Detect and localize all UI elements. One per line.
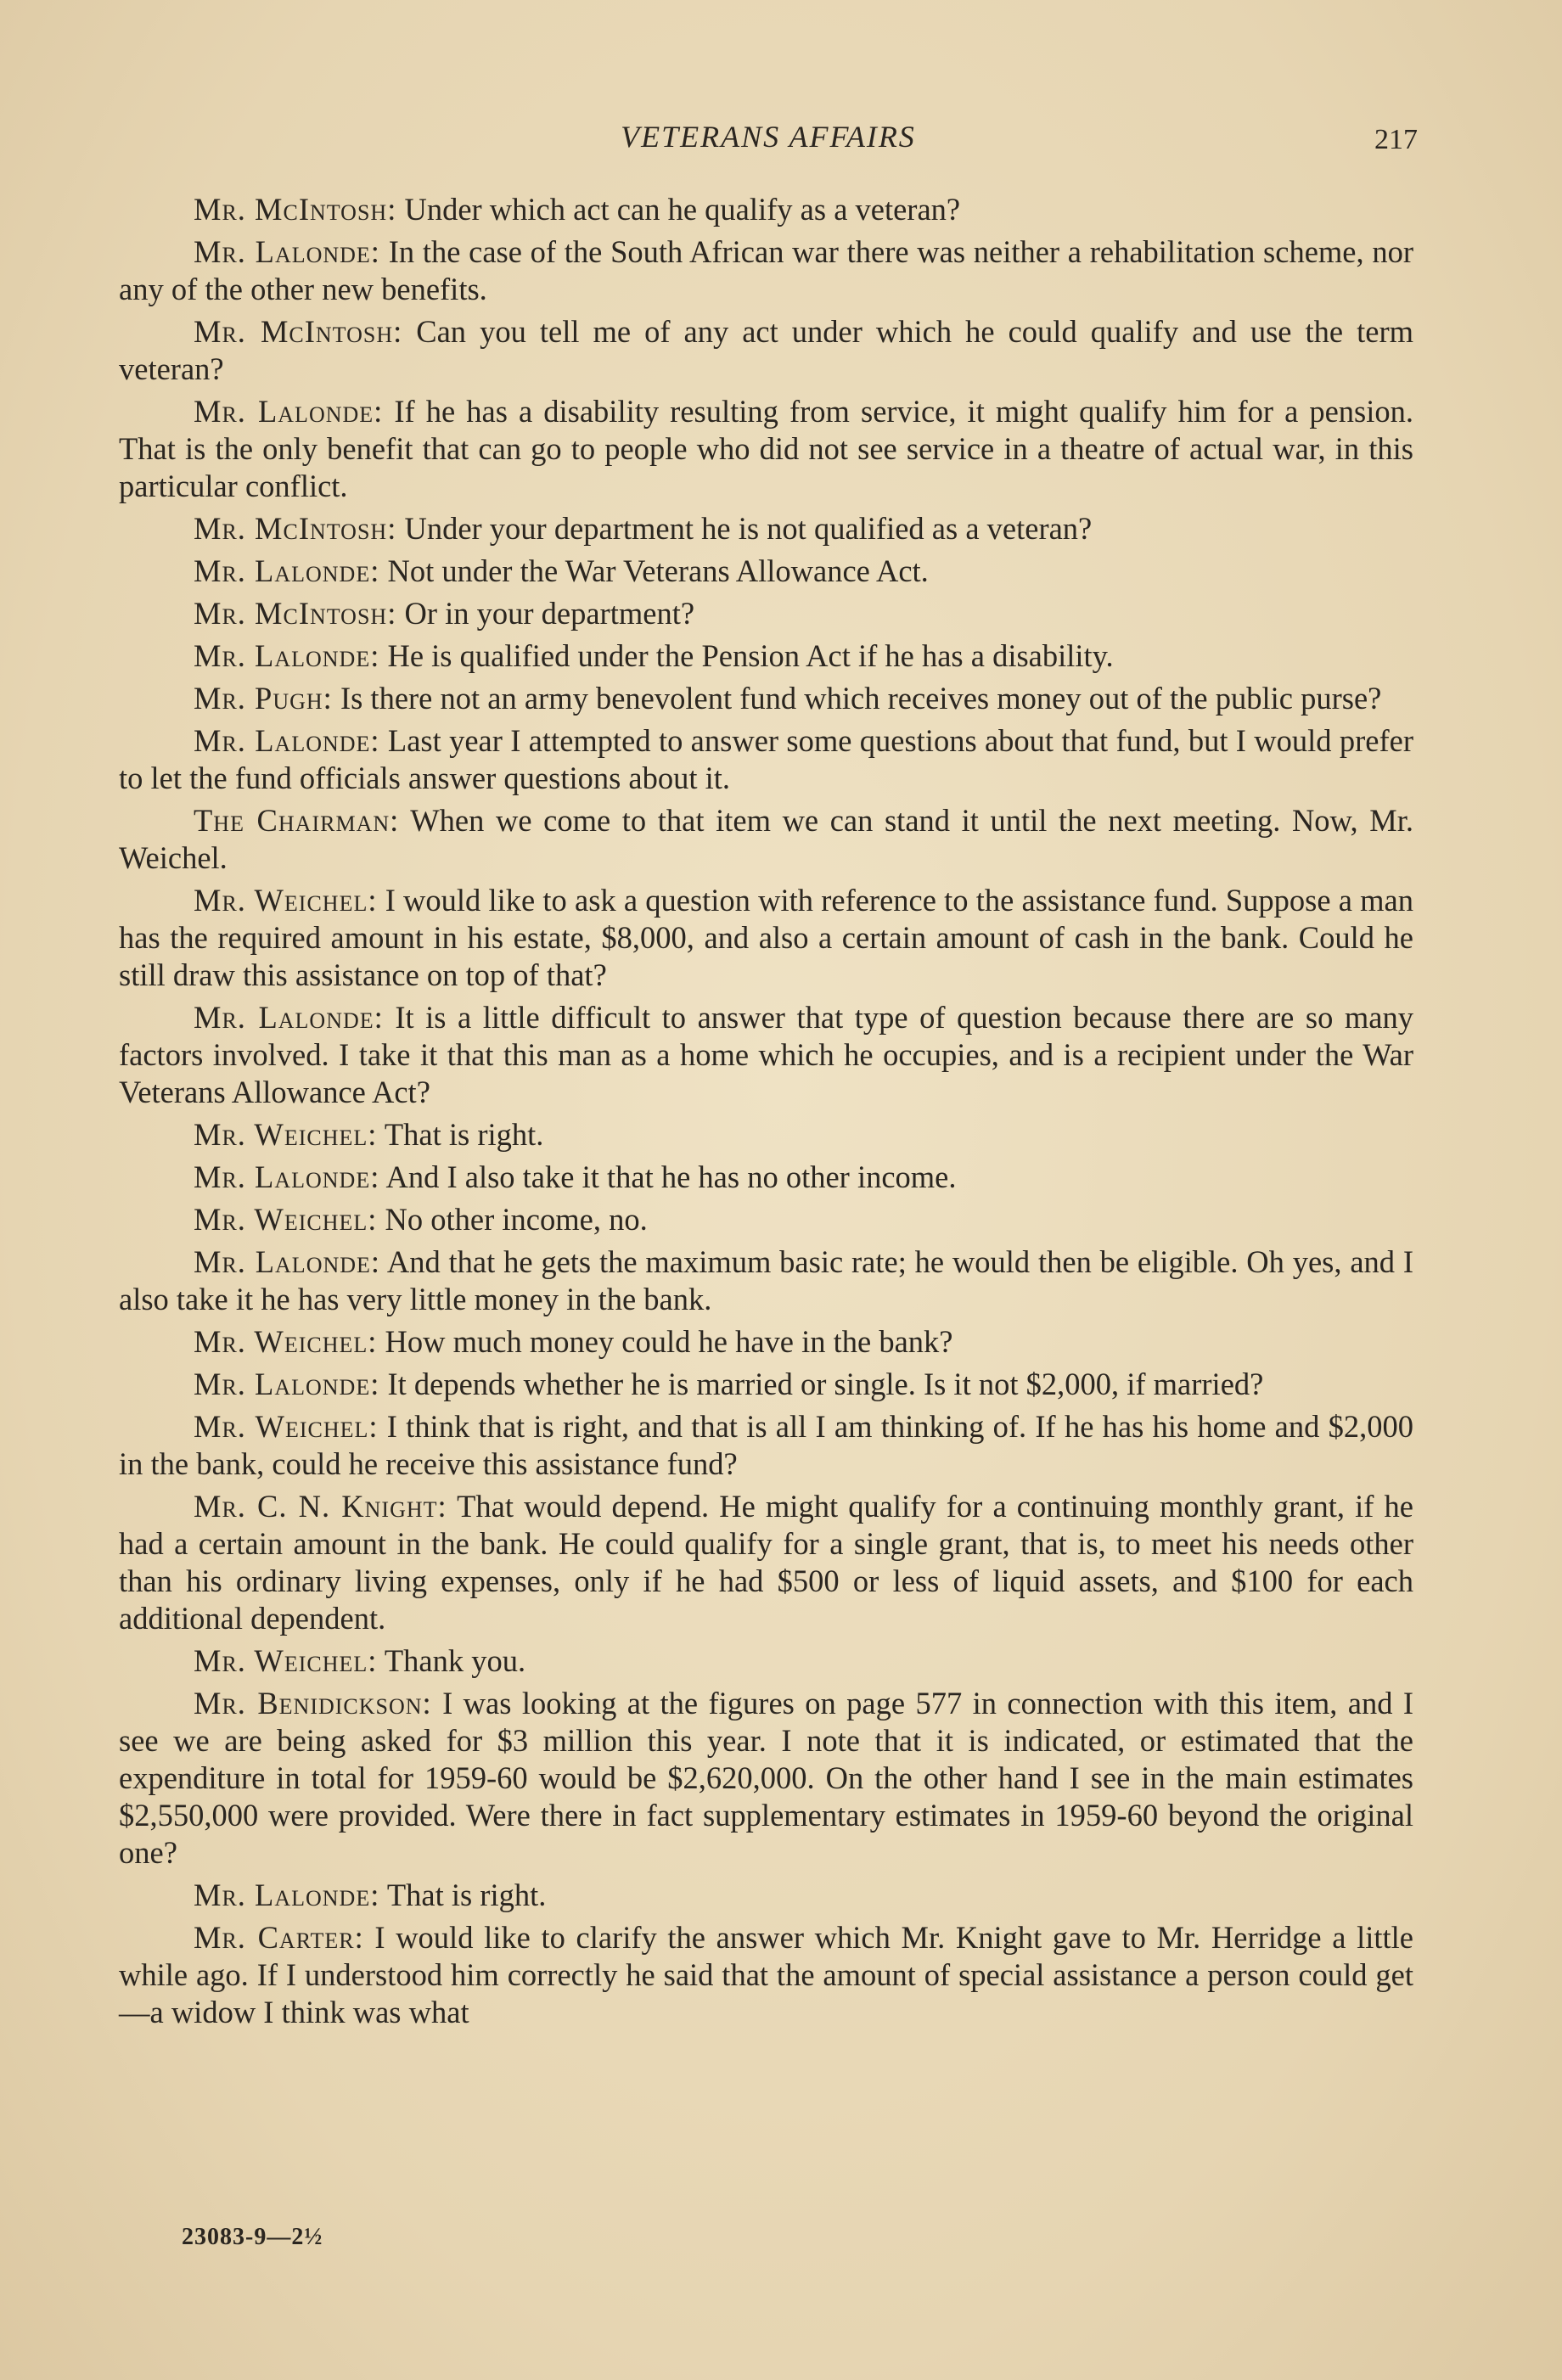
speaker-label: Mr. Lalonde: bbox=[194, 234, 380, 269]
paragraph-text: When we come to that item we can stand it until the next meeting. Now, Mr. Weichel. bbox=[119, 803, 1413, 875]
paragraph bbox=[119, 553, 1413, 590]
paragraph-text: Under your department he is not qualified as a veteran? bbox=[404, 511, 1093, 546]
paragraph bbox=[119, 637, 1413, 675]
paragraph-text: No other income, no. bbox=[385, 1202, 648, 1237]
paragraph-text: Or in your department? bbox=[404, 596, 695, 631]
paragraph bbox=[119, 1408, 1413, 1483]
paragraph bbox=[119, 510, 1413, 547]
speaker-label: Mr. Lalonde: bbox=[194, 1367, 380, 1401]
paragraph-text: Under which act can he qualify as a veteran? bbox=[404, 192, 961, 227]
paragraph bbox=[119, 882, 1413, 994]
paragraph bbox=[119, 1685, 1413, 1872]
paragraph-text: It is a little difficult to answer that type of question because there are so many factors involved. I take it that this man as a home which he occupies, and is a recipient under the War Veterans Allowance Act? bbox=[119, 1000, 1414, 1109]
speaker-label: Mr. Weichel: bbox=[194, 1409, 379, 1444]
paragraph bbox=[119, 1201, 1413, 1238]
speaker-label: Mr. Weichel: bbox=[194, 1643, 378, 1678]
page-number: 217 bbox=[1374, 124, 1418, 155]
signature-mark: 23083-9—2½ bbox=[182, 2224, 323, 2250]
paragraph-text: Last year I attempted to answer some questions about that fund, but I would prefer to let the fund officials answer questions about it. bbox=[119, 723, 1413, 795]
paragraph-text: It depends whether he is married or single. Is it not $2,000, if married? bbox=[387, 1367, 1264, 1401]
paragraph bbox=[119, 722, 1413, 797]
paragraph-text: That is right. bbox=[384, 1117, 544, 1152]
paragraph-text: That would depend. He might qualify for a continuing monthly grant, if he had a certain amount in the bank. He could qualify for a single grant, that is, to meet his needs other than his ordinary living expenses, only if he had $500 or less of liquid assets, and $100 for each additional dependent. bbox=[119, 1489, 1413, 1636]
paragraph bbox=[119, 1116, 1413, 1154]
speaker-label: Mr. Weichel: bbox=[194, 883, 378, 918]
speaker-label: Mr. Weichel: bbox=[194, 1202, 378, 1237]
paragraph bbox=[119, 1323, 1413, 1361]
speaker-label: Mr. Lalonde: bbox=[194, 1159, 380, 1194]
speaker-label: Mr. Lalonde: bbox=[194, 1878, 380, 1912]
paragraph-text: I would like to clarify the answer which Mr. Knight gave to Mr. Herridge a little while ago. If I understood him correctly he said that the amount of special assistance a person could get—a widow I think was what bbox=[119, 1920, 1414, 2029]
paragraph bbox=[119, 393, 1413, 505]
paragraph bbox=[119, 191, 1413, 228]
paragraph-text: Can you tell me of any act under which he could qualify and use the term veteran? bbox=[119, 314, 1414, 386]
paragraph-text: I think that is right, and that is all I am thinking of. If he has his home and $2,000 in the bank, could he receive this assistance fund? bbox=[119, 1409, 1414, 1481]
paragraph-text: That is right. bbox=[386, 1878, 547, 1912]
paragraph-text: In the case of the South African war there was neither a rehabilitation scheme, nor any of the other new benefits. bbox=[119, 234, 1414, 306]
paragraph bbox=[119, 802, 1413, 877]
paragraph bbox=[119, 1488, 1413, 1637]
transcript-body bbox=[119, 191, 1413, 2036]
paragraph bbox=[119, 999, 1413, 1111]
paragraph bbox=[119, 313, 1413, 388]
speaker-label: Mr. Lalonde: bbox=[194, 394, 384, 429]
paragraph bbox=[119, 595, 1413, 632]
speaker-label: Mr. Benidickson: bbox=[194, 1686, 432, 1720]
speaker-label: Mr. McIntosh: bbox=[194, 314, 403, 349]
running-title: VETERANS AFFAIRS bbox=[621, 120, 916, 154]
speaker-label: Mr. Lalonde: bbox=[194, 1244, 381, 1279]
page-header bbox=[119, 119, 1418, 170]
speaker-label: The Chairman: bbox=[194, 803, 400, 838]
paragraph-text: How much money could he have in the bank? bbox=[385, 1324, 953, 1359]
speaker-label: Mr. Lalonde: bbox=[194, 1000, 384, 1035]
paragraph bbox=[119, 1877, 1413, 1914]
paragraph-text: And I also take it that he has no other income. bbox=[385, 1159, 957, 1194]
paragraph-text: And that he gets the maximum basic rate; he would then be eligible. Oh yes, and I also take it he has very little money in the bank. bbox=[119, 1244, 1413, 1316]
paragraph-text: I was looking at the figures on page 577 in connection with this item, and I see we are being asked for $3 million this year. I note that it is indicated, or estimated that the expenditure in total for 1959-60 would be $2,620,000. On the other hand I see in the main estimates $2,550,000 were provided. Were there in fact supplementary estimates in 1959-60 beyond the original one? bbox=[119, 1686, 1413, 1870]
paragraph bbox=[119, 680, 1413, 717]
speaker-label: Mr. Pugh: bbox=[194, 681, 333, 716]
paragraph-text: Thank you. bbox=[384, 1643, 526, 1678]
speaker-label: Mr. McIntosh: bbox=[194, 596, 397, 631]
paragraph bbox=[119, 1159, 1413, 1196]
speaker-label: Mr. Lalonde: bbox=[194, 638, 380, 673]
speaker-label: Mr. Weichel: bbox=[194, 1117, 378, 1152]
paragraph-text: Not under the War Veterans Allowance Act. bbox=[387, 553, 929, 588]
paragraph-text: He is qualified under the Pension Act if he has a disability. bbox=[387, 638, 1114, 673]
speaker-label: Mr. Carter: bbox=[194, 1920, 364, 1955]
paragraph bbox=[119, 1243, 1413, 1318]
paragraph-text: If he has a disability resulting from service, it might qualify him for a pension. That is the only benefit that can go to people who did not see service in a theatre of actual war, in this particular conflict. bbox=[119, 394, 1414, 503]
speaker-label: Mr. McIntosh: bbox=[194, 192, 397, 227]
speaker-label: Mr. McIntosh: bbox=[194, 511, 397, 546]
paragraph bbox=[119, 233, 1413, 308]
speaker-label: Mr. Lalonde: bbox=[194, 553, 380, 588]
paragraph bbox=[119, 1919, 1413, 2031]
paragraph-text: Is there not an army benevolent fund which receives money out of the public purse? bbox=[340, 681, 1382, 716]
paragraph bbox=[119, 1366, 1413, 1403]
speaker-label: Mr. Weichel: bbox=[194, 1324, 378, 1359]
speaker-label: Mr. C. N. Knight: bbox=[194, 1489, 447, 1524]
paragraph bbox=[119, 1642, 1413, 1680]
speaker-label: Mr. Lalonde: bbox=[194, 723, 380, 758]
paragraph-text: I would like to ask a question with reference to the assistance fund. Suppose a man has the required amount in his estate, $8,000, and also a certain amount of cash in the bank. Could he still draw this assistance on top of that? bbox=[119, 883, 1414, 992]
